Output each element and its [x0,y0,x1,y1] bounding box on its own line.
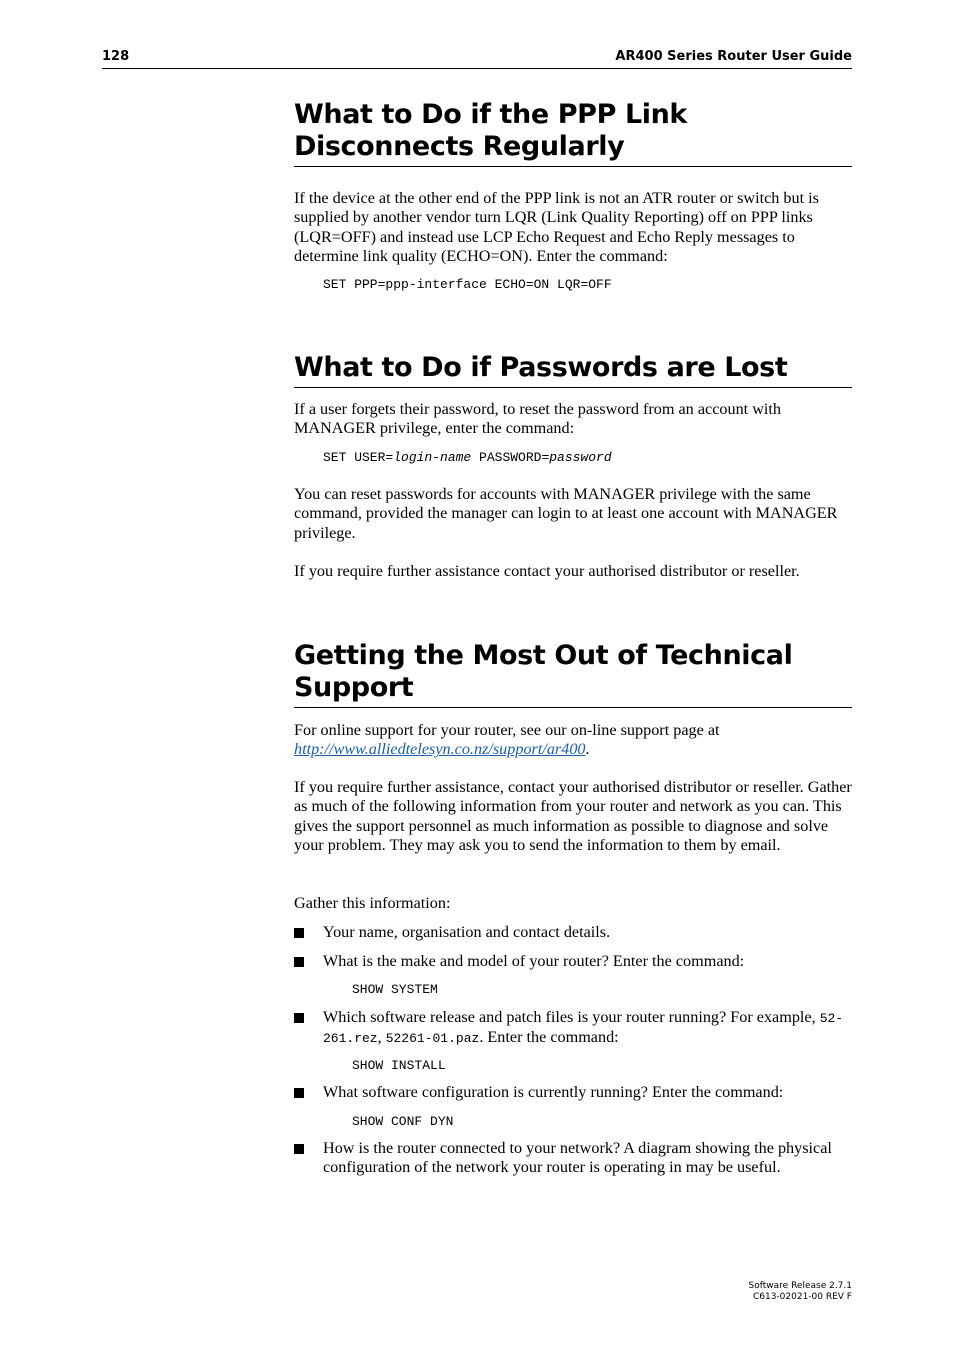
bullet-square-icon [294,1013,304,1023]
page-header [102,48,852,69]
ppp-link-paragraph: If the device at the other end of the PPP link is not an ATR router or switch but is supplied by another vendor turn LQR (Link Quality Reporting) off on PPP links (LQR=OFF) and instead use LCP Echo Request and Echo Reply messages to determine link quality (ECHO=ON). Enter the command: [294,189,819,266]
passwords-paragraph-3: If you require further assistance contact your authorised distributor or reseller. [294,562,800,580]
show-system-command: SHOW SYSTEM [352,982,438,997]
passwords-paragraph-1: If a user forgets their password, to reset the password from an account with MANAGER privilege, enter the command: [294,400,781,438]
show-install-command: SHOW INSTALL [352,1058,446,1073]
document-title: AR400 Series Router User Guide [615,49,852,64]
bullet-square-icon [294,957,304,967]
support-page-link[interactable]: http://www.alliedtelesyn.co.nz/support/ar400 [294,740,586,759]
support-paragraph-3: Gather this information: [294,894,451,912]
page-footer [749,1281,852,1303]
page-number: 128 [102,49,130,64]
section-heading-ppp-link: What to Do if the PPP Link Disconnects Regularly [294,99,852,167]
bullet-square-icon [294,928,304,938]
set-user-command: SET USER=login-name PASSWORD=password [323,450,612,465]
support-paragraph-2: If you require further assistance, contact your authorised distributor or reseller. Gather as much of the following information from your router and network as you can. This gives the support personnel as much information as possible to diagnose and solve your problem. They may ask you to send the information to them by email. [294,778,852,855]
bullet-square-icon [294,1088,304,1098]
section-heading-technical-support: Getting the Most Out of Technical Support [294,640,852,708]
section-heading-passwords: What to Do if Passwords are Lost [294,352,852,388]
document-revision: C613-02021-00 REV F [752,1292,852,1302]
bullet-square-icon [294,1144,304,1154]
passwords-paragraph-2: You can reset passwords for accounts with MANAGER privilege with the same command, provided the manager can login to at least one account with MANAGER privilege. [294,485,838,542]
show-conf-dyn-command: SHOW CONF DYN [352,1114,454,1129]
ppp-command: SET PPP=ppp-interface ECHO=ON LQR=OFF [323,277,612,292]
support-paragraph-1: For online support for your router, see our on-line support page at http://www.alliedtelesyn.co.nz/support/ar400. [294,721,720,759]
software-release: Software Release 2.7.1 [748,1281,852,1291]
